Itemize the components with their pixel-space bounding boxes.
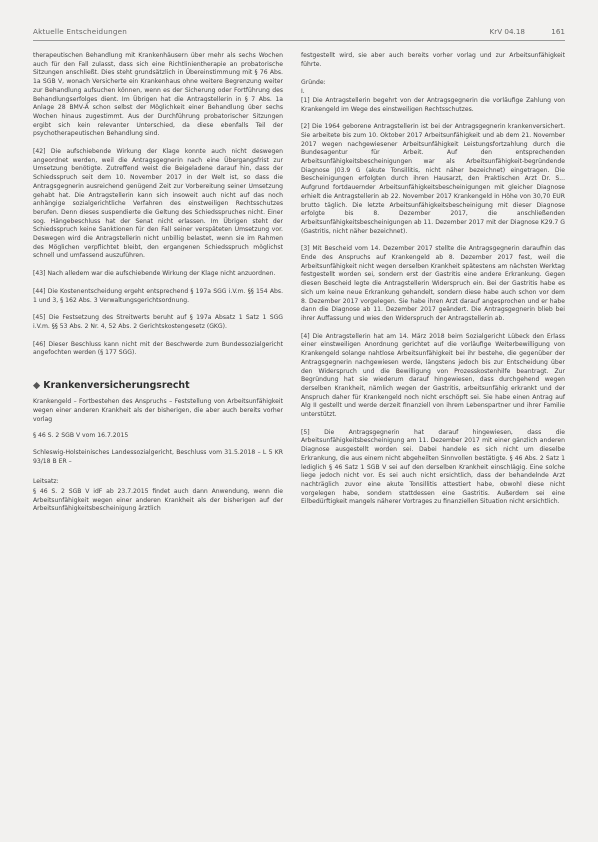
grounds-label: Gründe: bbox=[301, 79, 326, 87]
paragraph-number: [5] bbox=[301, 428, 310, 436]
roman-numeral: I. bbox=[301, 88, 305, 96]
guideline-continuation: festgestellt wird, sie aber auch bereits vorher vorlag und zur Arbeitsunfähigkeit führte. bbox=[301, 52, 565, 68]
paragraph-text: Die Festsetzung des Streitwerts beruht auf § 197a Absatz 1 Satz 1 SGG i.V.m. §§ 53 Abs. 2 Nr. 4, 52 Abs. 2 Gerichtskostengesetz (GKG). bbox=[33, 314, 284, 330]
paragraph-text: Die Antragstellerin hat am 14. März 2018 beim Sozialgericht Lübeck den Erlass einer einstweiligen Anordnung gerichtet auf die vorläufige Weiterbewilligung von Krankengeld solange nahtlose Arbeitsunfähigkeit bei ihr bestehe, die gegenüber der Antragsgegnerin nachgewiesen werde, längstens jedoch bis zur Entscheidung über den Widerspruch und die Bewilligung von Prozesskostenhilfe beantragt. Zur Begründung hat sie wiederum darauf hingewiesen, dass durchgehend wegen derselben Krankheit, nämlich wegen der Gastritis, arbeitsunfähig erkrankt und der Anspruch daher für Krankengeld noch nicht erschöpft sei. Sie habe einen Antrag auf Alg II gestellt und werde derzeit finanziell von ihrem Lebenspartner und ihrer Familie unterstützt. bbox=[301, 332, 565, 419]
paragraph-number: [43] bbox=[33, 270, 46, 278]
paragraph-text: Mit Bescheid vom 14. Dezember 2017 stellte die Antragsgegnerin daraufhin das Ende des Anspruchs auf Krankengeld ab 8. Dezember 2017 fest, weil die Arbeitsunfähigkeit nicht wegen derselben Krankheit spätestens am nächsten Werktag festgestellt worden sei, sondern erst der Gastritis eine andere Erkrankung. Gegen diesen Bescheid legte die Antragstellerin Widerspruch ein. Bei der Gastritis habe es sich um keine neue Erkrankung gehandelt, sondern diese habe auch schon vor dem 8. Dezember 2017 vorgelegen. Sie habe ihren Arzt darauf angesprochen und er habe dann die Diagnose ab 11. Dezember 2017 geändert. Die Antragsgegnerin blieb bei ihrer Auffassung und wies den Widerspruch der Antragstellerin ab. bbox=[301, 245, 566, 322]
paragraph-43 bbox=[33, 270, 283, 279]
page-header bbox=[33, 26, 565, 41]
paragraph-number: [45] bbox=[33, 314, 46, 322]
issue-and-page bbox=[466, 27, 565, 36]
paragraph-number: [1] bbox=[301, 96, 310, 104]
paragraph-text: Die 1964 geborene Antragstellerin ist bei der Antragsgegnerin krankenversichert. Sie arbeitete bis zum 10. Oktober 2017 Arbeitsunfähigkeit und ab dem 21. November 2017 wegen nachgewiesener Arbeitsunfähigkeit Leistungsfortzahlung durch die Bundesagentur für Arbeit. Auf den entsprechenden Arbeitsunfähigkeitsbescheinigungen war als Arbeitsunfähigkeit-begründende Diagnose J03.9 G (akute Tonsillitis, nicht näher bezeichnet) eingetragen. Die Bescheinigungen erfolgten durch ihren Hausarzt, den Praktischen Arzt Dr. S... Aufgrund fortdauernder Arbeitsunfähigkeitsbescheinigungen mit gleicher Diagnose erhielt die Antragstellerin ab 22. November 2017 Krankengeld in Höhe von 30,70 EUR brutto täglich. Die letzte Arbeitsunfähigkeitsbescheinigung mit dieser Diagnose erfolgte bis 8. Dezember 2017, die anschließenden Arbeitsunfähigkeitsbescheinigungen ab 11. Dezember 2017 mit der Diagnose K29.7 G (Gastritis, nicht näher bezeichnet). bbox=[301, 123, 566, 235]
section-heading bbox=[33, 380, 283, 392]
right-column bbox=[301, 52, 565, 516]
paragraph-text: Die Antragsgegnerin hat darauf hingewiesen, dass die Arbeitsunfähigkeitsbescheinigung am 11. Dezember 2017 mit einer gänzlich anderen Diagnose ausgestellt worden sei. Dabei handele es sich nicht um dieselbe Erkrankung, die aus einem nicht abgeheilten Sinnvollen bestätigte. § 46 Abs. 2 Satz 1 lediglich § 46 Satz 1 SGB V sei auf den derselben Krankheit einschlägig. Eine solche liege jedoch nicht vor. Es sei auch nicht ersichtlich, dass der behandelnde Arzt nachträglich zuvor eine akute Tonsillitis attestiert habe, obwohl diese nicht vorgelegen habe, sondern stattdessen eine Gastritis. Außerdem sei eine Eilbedürftigkeit mangels näherer Vortrages zu finanziellen Situation nicht ersichtlich. bbox=[301, 428, 566, 506]
paragraph-45 bbox=[33, 314, 283, 331]
paragraph-46 bbox=[33, 341, 283, 358]
paragraph-number: [4] bbox=[301, 332, 310, 340]
case-norm: § 46 S. 2 SGB V vom 16.7.2015 bbox=[33, 432, 129, 440]
intro-paragraph: therapeutischen Behandlung mit Krankenhäusern über mehr als sechs Wochen auch für den Fall zulasst, dass sich eine Richtlinientherapie an probatorische Sitzungen anschließt. Dies steht grundsätzlich in Übereinstimmung mit § 76 Abs. 1a SGB V, wonach Versicherte ein Krankenhaus ohne weitere Begrenzung weiter zur Behandlung aufsuchen können, wenn es der Sicherung oder Fortführung des Behandlungserfolges dient. Im Übrigen hat die Antragstellerin in § 7 Abs. 1a Anlage 28 BMV-Ä schon selbst der Möglichkeit einer Behandlung über sechs Wochen hinaus zugestimmt. Aus der Durchführung probatorischer Sitzungen ergibt sich kein relevanter Unterschied, da diese ebenfalls Teil der psychotherapeutischen Behandlung sind. bbox=[33, 52, 283, 138]
journal-section-title: Aktuelle Entscheidungen bbox=[33, 27, 127, 36]
paragraph-number: [42] bbox=[33, 148, 46, 156]
paragraph-42 bbox=[33, 148, 283, 261]
paragraph-number: [3] bbox=[301, 245, 310, 253]
paragraph-number: [46] bbox=[33, 340, 46, 348]
paragraph-number: [2] bbox=[301, 123, 310, 131]
paragraph-3 bbox=[301, 245, 565, 323]
paragraph-text: Die Kostenentscheidung ergeht entsprechend § 197a SGG i.V.m. §§ 154 Abs. 1 und 3, § 162 Abs. 3 Verwaltungsgerichtsordnung. bbox=[33, 287, 284, 304]
paragraph-text: Dieser Beschluss kann nicht mit der Beschwerde zum Bundessozialgericht angefochten werden (§ 177 SGG). bbox=[33, 340, 284, 357]
section-heading-text: Krankenversicherungsrecht bbox=[43, 380, 190, 392]
case-court: Schleswig-Holsteinisches Landessozialgericht, Beschluss vom 31.5.2018 – L 5 KR 93/18 B ER – bbox=[33, 448, 283, 465]
page-number: 161 bbox=[551, 27, 565, 36]
paragraph-1 bbox=[301, 97, 565, 114]
paragraph-text: Nach alledem war die aufschiebende Wirkung der Klage nicht anzuordnen. bbox=[47, 270, 276, 278]
guideline-text: § 46 S. 2 SGB V idF ab 23.7.2015 findet auch dann Anwendung, wenn die Arbeitsunfähigkeit wegen einer anderen Krankheit als der bisherigen auf der Arbeitsunfähigkeitsbescheinigung ärztlich bbox=[33, 488, 283, 513]
guideline-label: Leitsatz: bbox=[33, 478, 59, 486]
section-marker-icon: ◆ bbox=[33, 380, 41, 392]
paragraph-text: Die Antragstellerin begehrt von der Antragsgegnerin die vorläufige Zahlung von Krankengeld im Wege des einstweiligen Rechtsschutzes. bbox=[301, 96, 565, 113]
paragraph-44 bbox=[33, 288, 283, 305]
paragraph-2 bbox=[301, 123, 565, 236]
paragraph-text: Die aufschiebende Wirkung der Klage konnte auch nicht deswegen angeordnet werden, weil die Antragsgegnerin nach eine Übergangsfrist zur Umsetzung benötigte. Zutreffend weist die Beigeladene darauf hin, dass der Schiedsspruch seit dem 10. November 2017 in der Welt ist, so dass die Antragsgegnerin ausreichend genügend Zeit zur Vorbereitung seiner Umsetzung gehabt hat. Die Antragstellerin kann sich insoweit auch nicht auf das noch anhängige sozialgerichtliche Verfahren des einstweiligen Rechtsschutzes berufen. Denn dieses suspendierte die Geltung des Schiedsspruches nicht. Einer sog. Hängebeschluss hat der Senat nicht erlassen. Im Übrigen steht der Schiedsspruch keine Sanktionen für den Fall seiner verspäteten Umsetzung vor. Deswegen wird die Antragstellerin nicht unbillig belastet, wenn sie im Rahmen des Möglichen verpflichtet bleibt, den ergangenen Schiedsspruch möglichst schnell und umfassend auszuführen. bbox=[33, 148, 284, 260]
paragraph-5 bbox=[301, 429, 565, 507]
left-column bbox=[33, 52, 283, 523]
paragraph-number: [44] bbox=[33, 287, 46, 295]
issue-label: KrV 04.18 bbox=[489, 27, 525, 36]
case-keywords: Krankengeld – Fortbestehen des Anspruchs – Feststellung von Arbeitsunfähigkeit wegen einer anderen Krankheit als der bisherigen, die aber auch bereits vorher vorlag bbox=[33, 398, 283, 423]
paragraph-4 bbox=[301, 333, 565, 420]
